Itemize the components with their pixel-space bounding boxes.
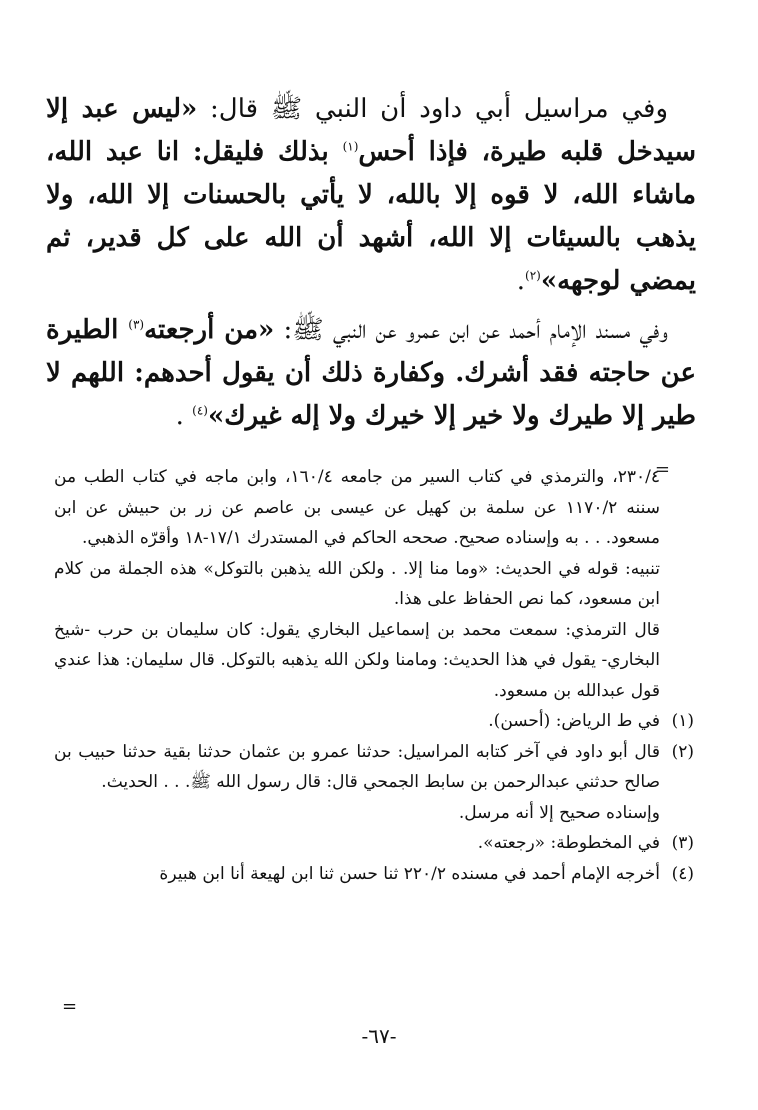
- footnote-1: [54, 706, 694, 737]
- footnote-continues-mark: =: [62, 996, 78, 1017]
- footnote-3: [54, 828, 694, 859]
- hadith-text-2a: «من أرجعته: [144, 315, 275, 345]
- paragraph-1-intro: وفي مراسيل أبي داود أن النبي ﷺ قال:: [197, 94, 669, 124]
- footnote-2-number: (٢): [671, 741, 694, 762]
- paragraph-2: [46, 309, 696, 438]
- hadith-text-1b: بذلك فليقل: انا عبد الله، ماشاء الله، لا قوه إلا بالله، لا يأتي بالحسنات إلا الله، ولا يذهب بالسيئات إلا الله، أشهد أن الله على كل قدير، ثم يمضي لوجهه»: [46, 137, 696, 296]
- footnote-3-text: في المخطوطة: «رجعته».: [477, 833, 660, 853]
- paragraph-2-end: .: [175, 401, 193, 431]
- footnote-ref-4[interactable]: (٤): [192, 403, 208, 418]
- footnote-4: [54, 859, 694, 890]
- footnote-continuation-1: ٢٣٠/٤، والترمذي في كتاب السير من جامعه ١٦٠/٤، وابن ماجه في كتاب الطب من سننه ١١٧٠/٢ عن سلمة بن كهيل عن عيسى بن عاصم عن زر بن حبيش عن ابن مسعود. . . به وإسناده صحيح. صححه الحاكم في المستدرك ١٧/١-١٨ وأقرّه الذهبي.: [54, 467, 660, 548]
- hadith-text-2c: اللهم لا طير إلا طيرك ولا خير إلا خيرك ولا إله غيرك»: [46, 358, 696, 431]
- main-text: [46, 88, 696, 444]
- footnote-3-number: (٣): [671, 833, 694, 853]
- footnote-1-number: (١): [671, 711, 694, 731]
- footnote-ref-1[interactable]: (١): [342, 139, 359, 154]
- footnote-tirmidhi-quote: قال الترمذي: سمعت محمد بن إسماعيل البخاري يقول: كان سليمان بن حرب -شيخ البخاري- يقول في هذا الحديث: ومامنا ولكن الله يذهبه بالتوكل. قال سليمان: هذا عندي قول عبدالله بن مسعود.: [54, 619, 660, 701]
- footnote-ref-3[interactable]: (٣): [128, 317, 145, 332]
- footnotes-section: [54, 459, 694, 889]
- footnote-2-text: قال أبو داود في آخر كتابه المراسيل: حدثنا عمرو بن عثمان حدثنا بقية حدثنا حبيب بن صالح حدثني عبدالرحمن بن سابط الجمحي قال: قال رسول الله ﷺ. . . الحديث.: [54, 741, 660, 792]
- footnote-2: [54, 737, 694, 798]
- paragraph-2-intro: وفي مسند الإمام أحمد عن ابن عمرو عن النبي ﷺ:: [274, 315, 668, 345]
- footnote-4-number: (٤): [671, 863, 694, 884]
- paragraph-1: [46, 88, 696, 303]
- footnote-continuation-mark: =: [654, 459, 670, 480]
- hadith-text-1a: «ليس عبد إلا سيدخل قلبه طيرة، فإذا أحس: [46, 94, 696, 167]
- footnote-1-text: في ط الرياض: (أحسن).: [488, 711, 660, 731]
- page-number: -٦٧-: [361, 1024, 397, 1048]
- footnote-note-tanbih: تنبيه: قوله في الحديث: «وما منا إلا. . ولكن الله يذهبن بالتوكل» هذه الجملة من كلام ابن مسعود، كما نص الحفاظ على هذا.: [54, 558, 660, 609]
- paragraph-1-end: .: [516, 266, 526, 296]
- footnote-ref-2[interactable]: (٢): [525, 268, 541, 283]
- hadith-text-2b: الطيرة عن حاجته فقد أشرك. وكفارة ذلك أن يقول أحدهم:: [46, 315, 696, 388]
- footnote-2-extra: وإسناده صحيح إلا أنه مرسل.: [458, 802, 660, 823]
- footnote-4-text: أخرجه الإمام أحمد في مسنده ٢٢٠/٢ ثنا حسن ثنا ابن لهيعة أنا ابن هبيرة: [159, 863, 660, 884]
